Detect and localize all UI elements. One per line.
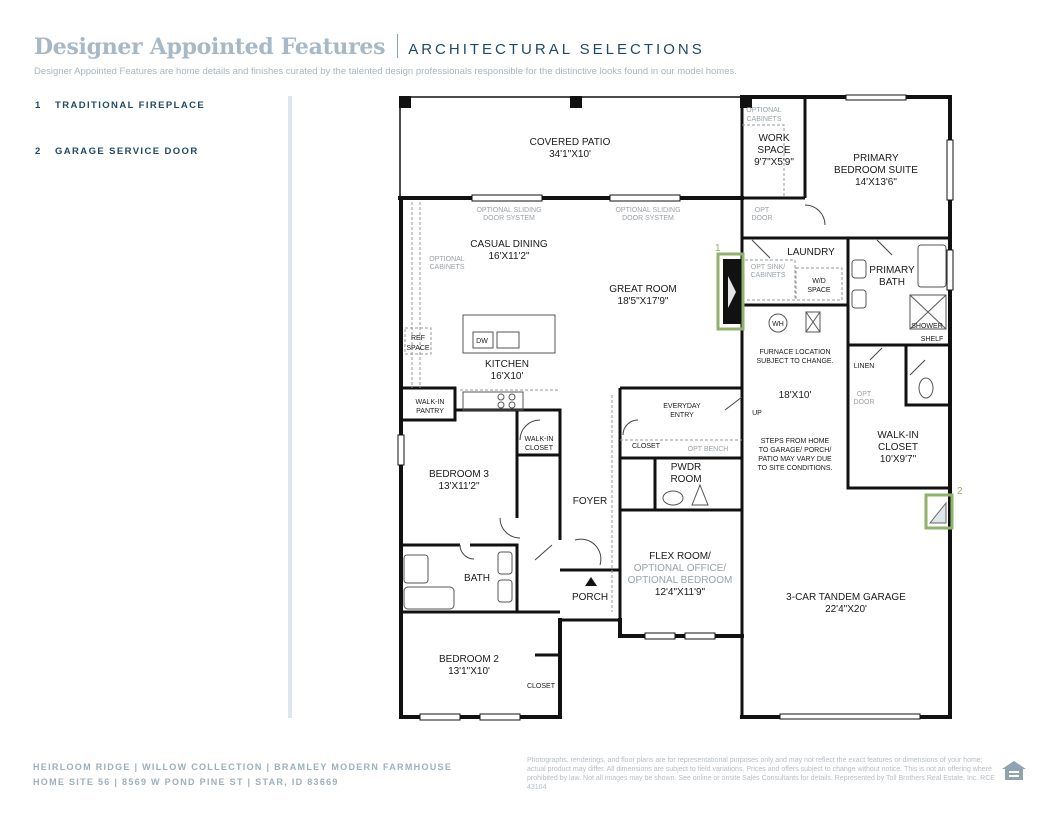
opt-sink-label: OPT SINK/ bbox=[750, 264, 786, 271]
community-info bbox=[33, 760, 452, 790]
feature-label: GARAGE SERVICE DOOR bbox=[55, 146, 199, 157]
great-room-label: GREAT ROOM bbox=[609, 284, 677, 295]
steps-note-4: TO SITE CONDITIONS. bbox=[757, 465, 833, 472]
patio-posts bbox=[399, 96, 752, 108]
dw-label: DW bbox=[476, 338, 488, 345]
work-space-dim: 9'7"X5'9" bbox=[754, 157, 794, 168]
bedroom2-label: BEDROOM 2 bbox=[438, 654, 500, 665]
ref-space-label: REF bbox=[411, 335, 425, 342]
flex-room-label-2: OPTIONAL OFFICE/ bbox=[633, 563, 727, 574]
bedroom3-dim: 13'X11'2" bbox=[438, 481, 480, 492]
wd-space-label: W/D bbox=[812, 278, 826, 285]
garage-dim: 22'4"X20' bbox=[825, 604, 867, 615]
everyday-entry-label-2: ENTRY bbox=[670, 412, 694, 419]
marker-1: 1 bbox=[715, 243, 721, 254]
opt-bench-label: OPT BENCH bbox=[687, 446, 729, 453]
feature-label: TRADITIONAL FIREPLACE bbox=[55, 100, 206, 111]
primary-bath-label-2: BATH bbox=[879, 277, 905, 288]
bath-label: BATH bbox=[464, 573, 490, 584]
room-labels bbox=[406, 107, 943, 690]
bed3-closet-label-2: CLOSET bbox=[524, 445, 554, 452]
entry-arrow-icon bbox=[585, 577, 597, 586]
primary-closet-label: WALK-IN bbox=[877, 430, 919, 441]
walk-in-pantry-label: WALK-IN bbox=[415, 399, 445, 406]
powder-room-label-2: ROOM bbox=[670, 474, 702, 485]
bed2-closet-label: CLOSET bbox=[526, 683, 556, 690]
laundry-label: LAUNDRY bbox=[787, 247, 835, 258]
foyer-label: FOYER bbox=[572, 496, 608, 507]
opt-sink-label-2: CABINETS bbox=[750, 272, 786, 279]
equal-housing-opportunity-icon bbox=[1001, 760, 1027, 782]
opt-door-2-label-2: DOOR bbox=[853, 399, 875, 406]
sliding-door-2-label-2: DOOR SYSTEM bbox=[622, 215, 674, 222]
opt-cabinets-left-label: OPTIONAL bbox=[429, 256, 465, 263]
covered-patio-dim: 34'1"X10' bbox=[549, 149, 591, 160]
furnace-label: FURNACE LOCATION bbox=[759, 349, 831, 356]
sliding-door-1-label-2: DOOR SYSTEM bbox=[483, 215, 535, 222]
marker-2: 2 bbox=[957, 486, 963, 497]
mudroom-dim: 18'X10' bbox=[778, 390, 812, 401]
steps-note-3: PATIO MAY VARY DUE bbox=[758, 456, 832, 463]
covered-patio-label: COVERED PATIO bbox=[529, 137, 611, 148]
opt-cabinets-top-label-2: CABINETS bbox=[746, 116, 782, 123]
ref-space-label-2: SPACE bbox=[406, 345, 430, 352]
steps-note-2: TO GARAGE/ PORCH/ bbox=[758, 447, 832, 454]
water-heater-label: WH bbox=[772, 321, 784, 328]
primary-closet-dim: 10'X9'7" bbox=[879, 454, 917, 465]
wd-space-label-2: SPACE bbox=[807, 287, 831, 294]
porch-label: PORCH bbox=[571, 592, 609, 603]
disclaimer: Photographs, renderings, and floor plans are for representational purposes only and may not reflect the exact features or dimensions of your home; actual product may differ. All dimensions are subject to field variations. Prices and offers subject to change without notice. This is not an offering where prohibited by law. Not all images may be shown. See online or onsite Sales Consultants for details. Represented by Toll Brothers Real Estate, Inc. RCE 43104 bbox=[527, 757, 995, 791]
work-space-label-2: SPACE bbox=[757, 145, 791, 156]
flex-room-label: FLEX ROOM/ bbox=[649, 551, 711, 562]
great-room-dim: 18'5"X17'9" bbox=[617, 296, 669, 307]
flex-room-dim: 12'4"X11'9" bbox=[654, 587, 706, 598]
kitchen-dim: 16'X10' bbox=[490, 371, 524, 382]
community-line-2: HOME SITE 56 | 8569 W POND PINE ST | STAR, ID 83669 bbox=[33, 777, 339, 787]
primary-suite-dim: 14'X13'6" bbox=[855, 177, 897, 188]
entry-closet-label: CLOSET bbox=[631, 443, 661, 450]
shower-label: SHOWER bbox=[911, 323, 943, 330]
opt-cabinets-left-label-2: CABINETS bbox=[429, 264, 465, 271]
casual-dining-dim: 16'X11'2" bbox=[488, 251, 530, 262]
bedroom2-dim: 13'1"X10' bbox=[448, 666, 490, 677]
garage-label: 3-CAR TANDEM GARAGE bbox=[786, 592, 906, 603]
furnace-label-2: SUBJECT TO CHANGE. bbox=[756, 358, 834, 365]
primary-suite-label-2: BEDROOM SUITE bbox=[834, 165, 918, 176]
feature-number: 2 bbox=[35, 146, 42, 157]
feature-number: 1 bbox=[35, 100, 42, 111]
kitchen-label: KITCHEN bbox=[485, 359, 529, 370]
primary-bath-label: PRIMARY bbox=[869, 265, 915, 276]
powder-room-label: PWDR bbox=[670, 462, 702, 473]
sliding-door-2-label: OPTIONAL SLIDING bbox=[615, 207, 681, 214]
community-line-1: HEIRLOOM RIDGE | WILLOW COLLECTION | BRAMLEY MODERN FARMHOUSE bbox=[33, 762, 453, 772]
linen-label: LINEN bbox=[853, 363, 875, 370]
flex-room-label-3: OPTIONAL BEDROOM bbox=[627, 575, 733, 586]
primary-closet-label-2: CLOSET bbox=[877, 442, 919, 453]
sliding-door-1-label: OPTIONAL SLIDING bbox=[476, 207, 542, 214]
intro-text: Designer Appointed Features are home details and finishes curated by the talented design professionals responsible for the distinctive looks found in our model homes. bbox=[34, 66, 737, 77]
walk-in-pantry-label-2: PANTRY bbox=[416, 408, 444, 415]
casual-dining-label: CASUAL DINING bbox=[470, 239, 548, 250]
opt-cabinets-top-label: OPTIONAL bbox=[746, 107, 782, 114]
bedroom3-label: BEDROOM 3 bbox=[428, 469, 490, 480]
opt-door-2-label: OPT bbox=[856, 391, 872, 398]
opt-door-1-label: OPT bbox=[754, 207, 770, 214]
up-label: UP bbox=[752, 410, 762, 417]
steps-note-1: STEPS FROM HOME bbox=[760, 438, 830, 445]
bed3-closet-label: WALK-IN bbox=[524, 436, 554, 443]
page-subtitle: ARCHITECTURAL SELECTIONS bbox=[408, 41, 705, 58]
page-title: Designer Appointed Features bbox=[34, 34, 386, 60]
shelf-label: SHELF bbox=[920, 336, 944, 343]
primary-suite-label: PRIMARY bbox=[853, 153, 899, 164]
work-space-label: WORK bbox=[758, 133, 790, 144]
opt-door-1-label-2: DOOR bbox=[751, 215, 773, 222]
everyday-entry-label: EVERYDAY bbox=[663, 403, 701, 410]
fireplace-feature bbox=[718, 254, 743, 329]
